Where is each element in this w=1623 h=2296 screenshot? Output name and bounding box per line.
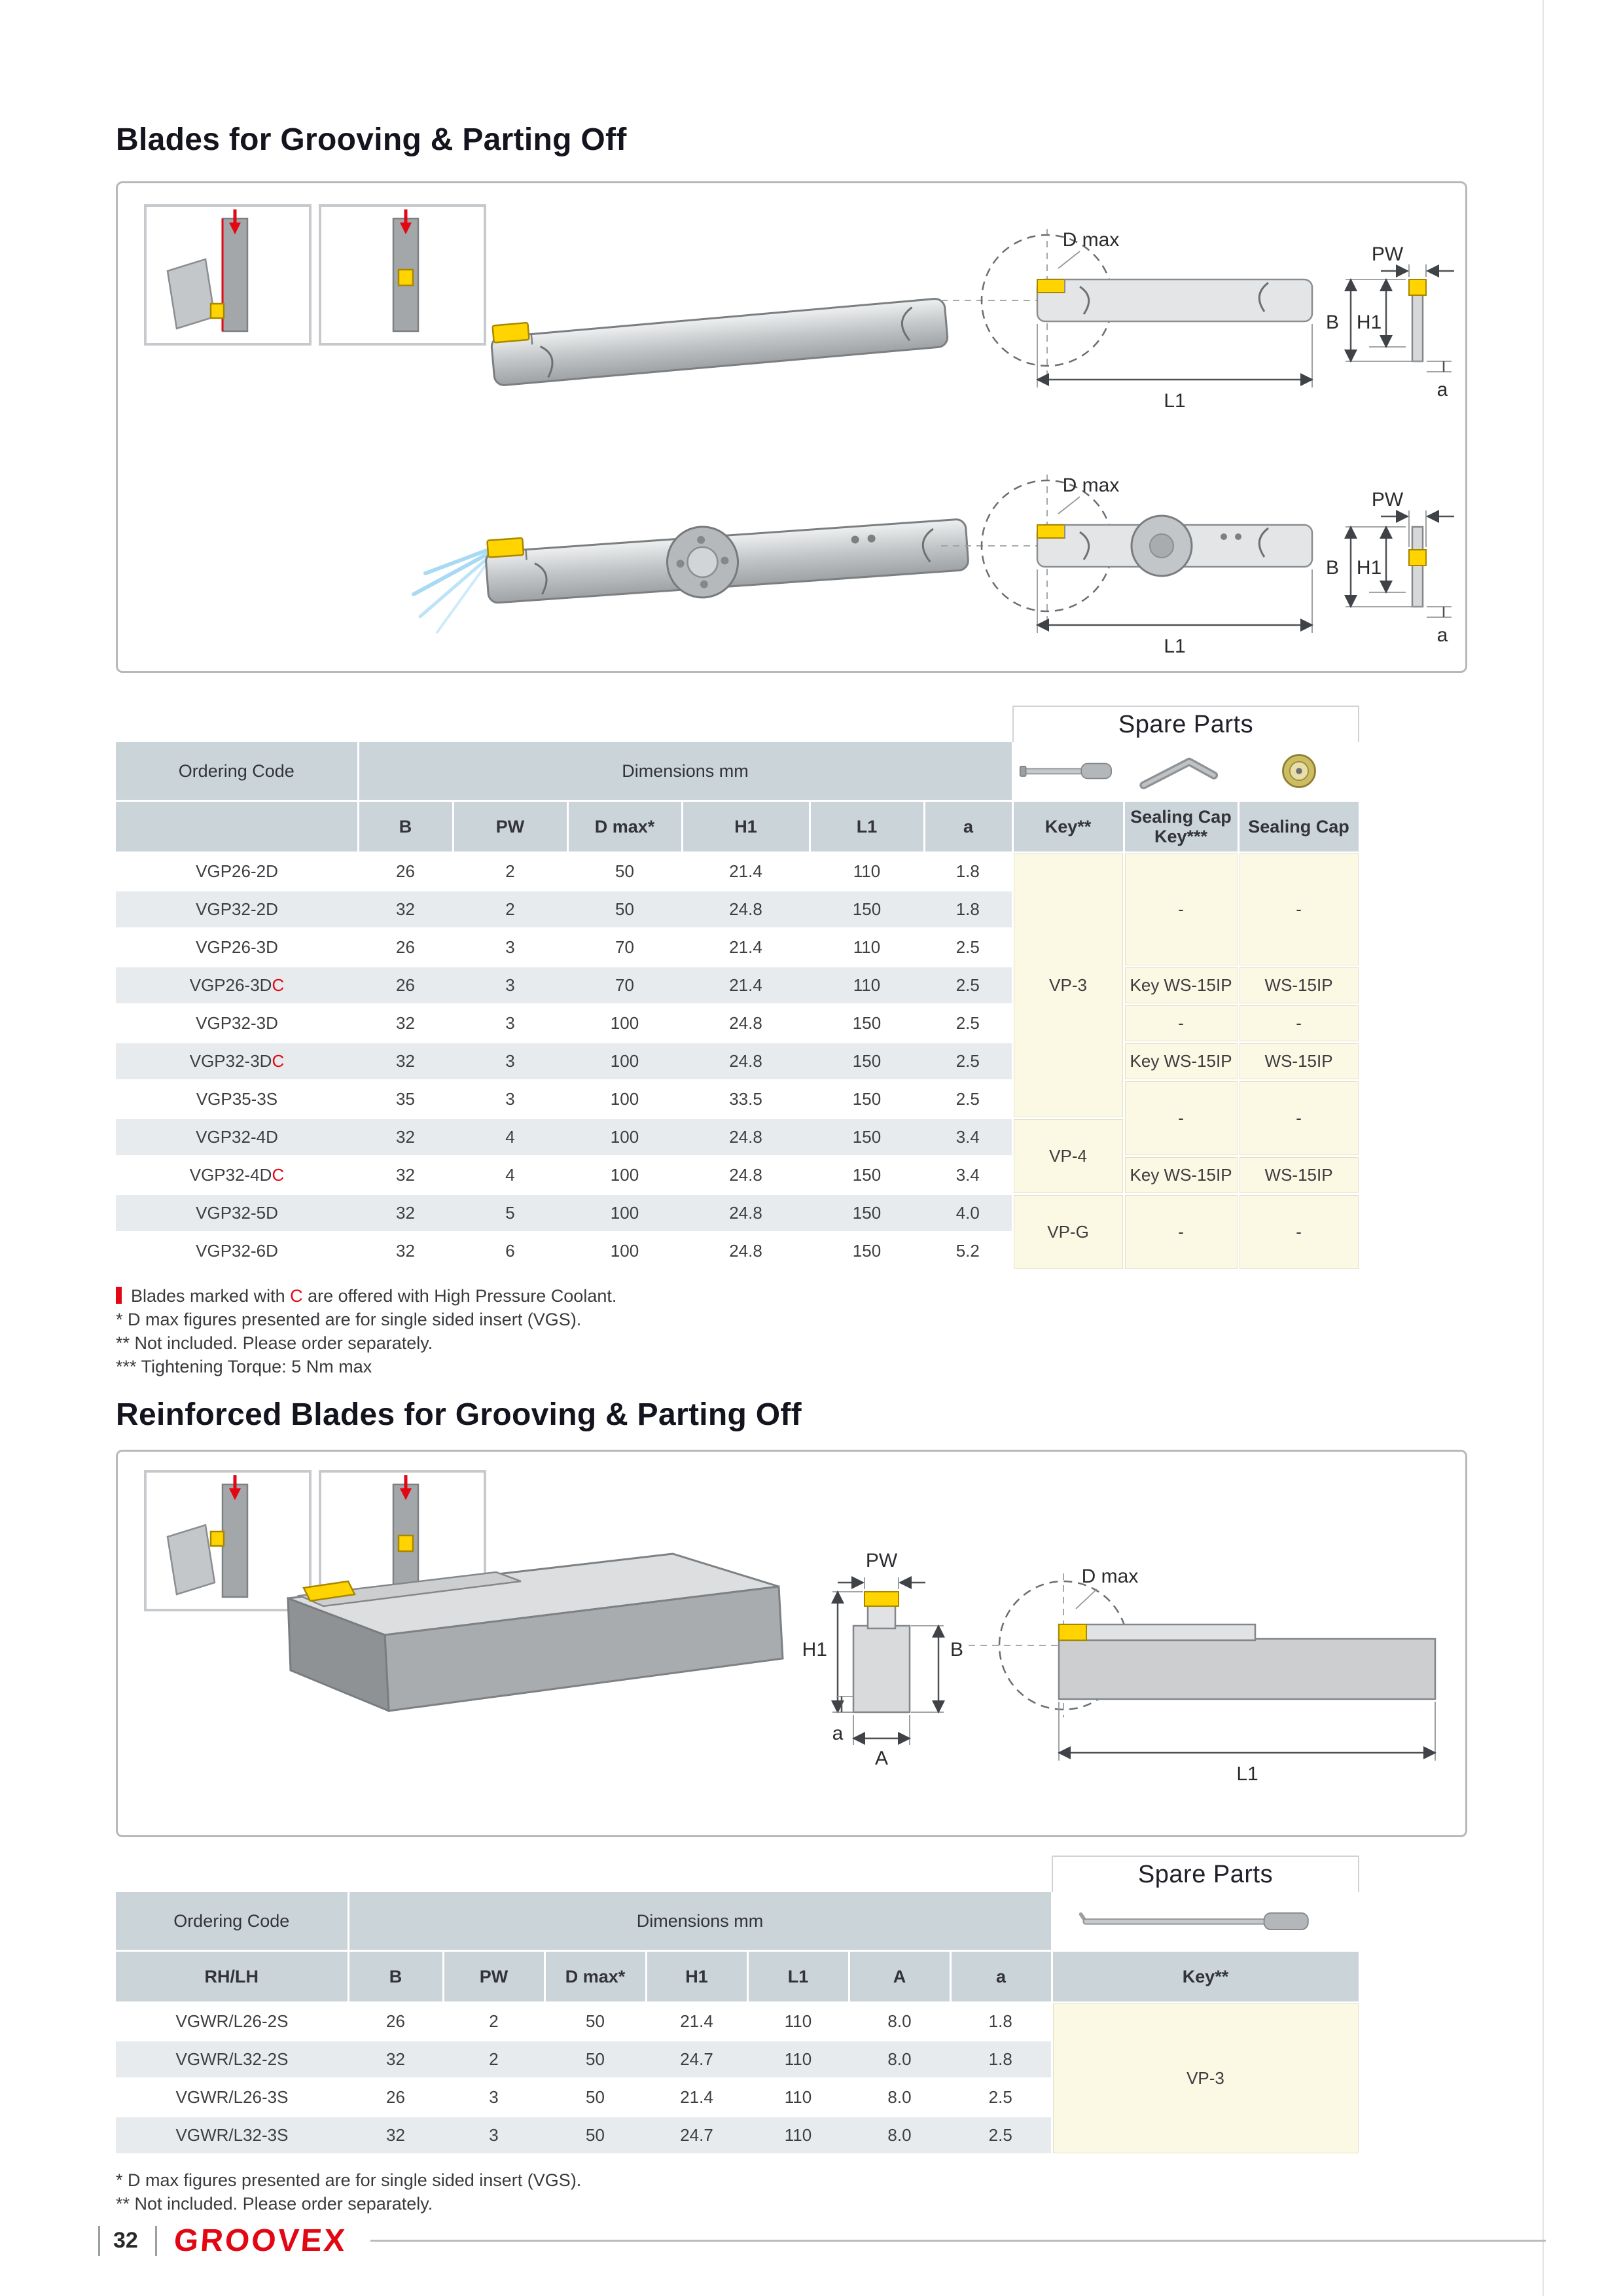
dimensions-header: Dimensions mm (348, 1892, 1052, 1951)
workpiece-bar (223, 219, 247, 331)
table-row (116, 1005, 1359, 1043)
dim-label-h1: H1 (1356, 312, 1382, 333)
footer-rule (370, 2240, 1546, 2242)
cell-a: 4.0 (924, 1194, 1012, 1232)
red-bar (116, 1287, 122, 1304)
dim-label-l1: L1 (1164, 390, 1186, 412)
col-header-b: B (348, 1951, 443, 2003)
col-header-rhlh: RH/LH (116, 1951, 348, 2003)
cell-A: 8.0 (849, 2003, 950, 2041)
page-title: Blades for Grooving & Parting Off (116, 122, 627, 157)
key-cell: VP-4 (1012, 1119, 1124, 1194)
cell-a: 2.5 (950, 2079, 1052, 2117)
table-row (116, 1081, 1359, 1119)
table-header-row (116, 742, 1359, 801)
col-header-key: Key** (1012, 801, 1124, 853)
blades-diagram (118, 183, 1465, 671)
col-header-a: a (924, 801, 1012, 853)
cell-l1: 110 (747, 2041, 849, 2079)
cell-h1: 24.8 (682, 1157, 810, 1194)
ordering-code-cell: VGWR/L32-2S (116, 2041, 348, 2079)
cell-h1: 24.7 (646, 2041, 747, 2079)
ordering-code-cell: VGP32-2D (116, 891, 358, 929)
cell-pw: 3 (453, 967, 567, 1005)
col-header-h1: H1 (682, 801, 810, 853)
sealing-cap-key-image-cell (1124, 742, 1238, 801)
ordering-code-cell: VGP35-3S (116, 1081, 358, 1119)
key-cell: VP-3 (1012, 853, 1124, 1119)
insert (1059, 1624, 1086, 1640)
cell-a: 2.5 (950, 2117, 1052, 2155)
table-row (116, 853, 1359, 891)
seal-cap-cell: - (1238, 853, 1359, 967)
table-header-row (116, 1892, 1359, 1951)
cell-dmax: 100 (567, 1081, 682, 1119)
table-row (116, 1194, 1359, 1232)
cell-b: 26 (358, 853, 453, 891)
col-header-l1: L1 (810, 801, 924, 853)
blades-table-section (116, 710, 1467, 1271)
cell-b: 26 (358, 967, 453, 1005)
footnote: ** Not included. Please order separately. (116, 1333, 433, 1353)
cell-l1: 150 (810, 1232, 924, 1270)
cell-l1: 150 (810, 1043, 924, 1081)
cell-a: 5.2 (924, 1232, 1012, 1270)
dim-label-pw: PW (1371, 243, 1404, 265)
insert (865, 1592, 899, 1606)
cell-A: 8.0 (849, 2117, 950, 2155)
reinforced-table-section (116, 1860, 1467, 2155)
cell-pw: 3 (453, 1081, 567, 1119)
spare-parts-label (1052, 1856, 1359, 1892)
ordering-code-cell: VGP32-4DC (116, 1157, 358, 1194)
coolant-note: Blades marked with C are offered with High Pressure Coolant. (116, 1284, 1467, 1308)
parted-workpiece (168, 259, 215, 329)
footer-divider (98, 2226, 100, 2256)
cell-b: 32 (348, 2117, 443, 2155)
col-header-dmax: D max* (544, 1951, 646, 2003)
cell-pw: 3 (453, 929, 567, 967)
seal-key-cell: - (1124, 1005, 1238, 1043)
col-header-l1: L1 (747, 1951, 849, 2003)
cell-pw: 3 (453, 1005, 567, 1043)
dim-label-dmax: D max (1062, 475, 1120, 496)
op-illustration-grooving (320, 206, 485, 344)
key-image-cell (1012, 742, 1124, 801)
dimensions-header: Dimensions mm (358, 742, 1012, 801)
cell-pw: 2 (443, 2003, 544, 2041)
key-image-cell (1052, 1892, 1359, 1951)
dim-label-h1: H1 (1356, 557, 1382, 579)
workpiece-bar (223, 1484, 247, 1597)
cell-h1: 33.5 (682, 1081, 810, 1119)
col-header-a: a (950, 1951, 1052, 2003)
cell-h1: 21.4 (682, 929, 810, 967)
cell-b: 26 (348, 2003, 443, 2041)
seal-cap-cell: WS-15IP (1238, 1157, 1359, 1194)
holder-side-view (969, 1566, 1435, 1785)
cell-dmax: 70 (567, 967, 682, 1005)
cell-dmax: 50 (544, 2041, 646, 2079)
cell-dmax: 100 (567, 1005, 682, 1043)
ordering-code-header: Ordering Code (116, 742, 358, 801)
cell-dmax: 100 (567, 1043, 682, 1081)
dim-label-a: a (832, 1723, 844, 1744)
cell-b: 32 (358, 891, 453, 929)
cell-h1: 21.4 (682, 967, 810, 1005)
table-subheader-row (116, 801, 1359, 853)
cell-h1: 24.8 (682, 1194, 810, 1232)
cell-l1: 110 (810, 929, 924, 967)
cell-b: 32 (358, 1194, 453, 1232)
sealing-cap-image-cell (1238, 742, 1359, 801)
key-cell: VP-G (1012, 1194, 1124, 1270)
cell-dmax: 50 (544, 2117, 646, 2155)
cell-pw: 3 (443, 2079, 544, 2117)
insert (1037, 279, 1065, 293)
cell-l1: 110 (747, 2117, 849, 2155)
cell-dmax: 50 (544, 2079, 646, 2117)
ordering-code-cell: VGWR/L32-3S (116, 2117, 348, 2155)
dim-label-dmax: D max (1062, 229, 1120, 251)
seal-key-cell: Key WS-15IP (1124, 1157, 1238, 1194)
cell-a: 1.8 (950, 2041, 1052, 2079)
cell-A: 8.0 (849, 2079, 950, 2117)
cell-pw: 3 (443, 2117, 544, 2155)
cell-pw: 4 (453, 1157, 567, 1194)
seal-cap-cell: - (1238, 1194, 1359, 1270)
cell-dmax: 100 (567, 1119, 682, 1157)
cell-dmax: 100 (567, 1194, 682, 1232)
cell-dmax: 100 (567, 1157, 682, 1194)
dim-label-a: a (1436, 379, 1448, 401)
cell-a: 2.5 (924, 967, 1012, 1005)
insert-tip (211, 304, 224, 318)
col-header-seal-key: Sealing Cap Key*** (1124, 801, 1238, 853)
cell-dmax: 50 (567, 891, 682, 929)
cell-pw: 3 (453, 1043, 567, 1081)
reinforced-spec-table (116, 1892, 1361, 2155)
parted-workpiece (168, 1525, 215, 1594)
dim-label-b: B (950, 1639, 964, 1660)
brand-logo: GROOVEX (172, 2223, 348, 2258)
cell-pw: 5 (453, 1194, 567, 1232)
cell-b: 26 (358, 929, 453, 967)
hex-key-icon (1132, 749, 1230, 793)
cell-dmax: 70 (567, 929, 682, 967)
table-row (116, 1157, 1359, 1194)
cell-a: 3.4 (924, 1157, 1012, 1194)
blades-diagram-box (116, 181, 1467, 673)
footnote: * D max figures presented are for single sided insert (VGS). (116, 1310, 582, 1329)
dim-label-b: B (1325, 312, 1340, 333)
cell-h1: 21.4 (682, 853, 810, 891)
cell-pw: 2 (453, 853, 567, 891)
col-header-dmax: D max* (567, 801, 682, 853)
ordering-code-cell: VGWR/L26-3S (116, 2079, 348, 2117)
table-row (116, 1043, 1359, 1081)
empty-header-cell (116, 801, 358, 853)
cell-dmax: 50 (544, 2003, 646, 2041)
cell-a: 1.8 (950, 2003, 1052, 2041)
page-footer (98, 2223, 1546, 2259)
blade-side-view-2 (941, 475, 1454, 657)
cell-h1: 21.4 (646, 2003, 747, 2041)
cell-b: 32 (348, 2041, 443, 2079)
cell-l1: 110 (810, 967, 924, 1005)
table-row (116, 967, 1359, 1005)
insert-tip (399, 1535, 413, 1551)
page-number: 32 (113, 2228, 138, 2253)
coolant-spray (414, 550, 488, 632)
blade-strip (1059, 1624, 1255, 1640)
col-header-key: Key** (1052, 1951, 1359, 2003)
ordering-code-cell: VGP26-3D (116, 929, 358, 967)
col-header-A: A (849, 1951, 950, 2003)
dim-label-pw: PW (1371, 489, 1404, 511)
cell-pw: 2 (443, 2041, 544, 2079)
cell-l1: 150 (810, 1194, 924, 1232)
page-edge-line (1543, 0, 1544, 2296)
seal-key-cell: - (1124, 1194, 1238, 1270)
cell-b: 32 (358, 1232, 453, 1270)
cell-a: 3.4 (924, 1119, 1012, 1157)
cell-b: 32 (358, 1043, 453, 1081)
cell-h1: 24.8 (682, 1119, 810, 1157)
key-cell: VP-3 (1052, 2003, 1359, 2155)
ordering-code-cell: VGWR/L26-2S (116, 2003, 348, 2041)
col-header-h1: H1 (646, 1951, 747, 2003)
blade-illustration-2 (484, 507, 969, 613)
cell-a: 2.5 (924, 929, 1012, 967)
dim-label-a: a (1436, 624, 1448, 646)
dim-label-b: B (1325, 557, 1340, 579)
cell-l1: 110 (747, 2003, 849, 2041)
table-subheader-row (116, 1951, 1359, 2003)
dim-label-pw: PW (865, 1550, 898, 1571)
ordering-code-header: Ordering Code (116, 1892, 348, 1951)
cell-l1: 150 (810, 1005, 924, 1043)
seal-key-cell: Key WS-15IP (1124, 967, 1238, 1005)
insert (487, 538, 524, 558)
cell-pw: 6 (453, 1232, 567, 1270)
wrench-icon (1075, 1903, 1336, 1939)
ordering-code-cell: VGP32-4D (116, 1119, 358, 1157)
cell-a: 1.8 (924, 853, 1012, 891)
ordering-code-cell: VGP26-2D (116, 853, 358, 891)
seal-cap-cell: - (1238, 1005, 1359, 1043)
cell-b: 32 (358, 1119, 453, 1157)
cell-a: 1.8 (924, 891, 1012, 929)
cross-section-view (802, 1550, 963, 1769)
footnote: ** Not included. Please order separately. (116, 2194, 433, 2214)
op-illustration-parting (145, 206, 310, 344)
wrench-icon (1019, 751, 1117, 791)
blade-end-view (1412, 527, 1423, 607)
cell-b: 32 (358, 1157, 453, 1194)
col-header-seal: Sealing Cap (1238, 801, 1359, 853)
col-header-pw: PW (443, 1951, 544, 2003)
col-header-b: B (358, 801, 453, 853)
insert-tip (211, 1532, 224, 1546)
cell-dmax: 100 (567, 1232, 682, 1270)
insert-tip (399, 270, 413, 285)
cell-l1: 110 (810, 853, 924, 891)
cell-dmax: 50 (567, 853, 682, 891)
cell-a: 2.5 (924, 1043, 1012, 1081)
cell-l1: 150 (810, 891, 924, 929)
section-title-reinforced: Reinforced Blades for Grooving & Parting Off (116, 1397, 802, 1432)
blade-illustration-1 (490, 286, 948, 386)
blades-spec-table (116, 742, 1361, 1271)
footer-divider (155, 2226, 157, 2256)
seal-cap-cell: WS-15IP (1238, 1043, 1359, 1081)
seal-key-cell: Key WS-15IP (1124, 1043, 1238, 1081)
insert (1037, 525, 1065, 538)
cell-h1: 24.8 (682, 1043, 810, 1081)
ordering-code-cell: VGP32-3DC (116, 1043, 358, 1081)
cell-b: 35 (358, 1081, 453, 1119)
seal-key-cell: - (1124, 1081, 1238, 1157)
cell-l1: 150 (810, 1119, 924, 1157)
seal-cap-cell: - (1238, 1081, 1359, 1157)
footnotes-1 (116, 1284, 1467, 1378)
cell-pw: 4 (453, 1119, 567, 1157)
blade-side-view-1 (941, 229, 1454, 412)
cell-h1: 24.8 (682, 1232, 810, 1270)
cell-h1: 21.4 (646, 2079, 747, 2117)
dim-label-A: A (874, 1748, 889, 1769)
cell-A: 8.0 (849, 2041, 950, 2079)
table-row (116, 2003, 1359, 2041)
dim-label-l1: L1 (1164, 636, 1186, 657)
seal-key-cell: - (1124, 853, 1238, 967)
cell-b: 32 (358, 1005, 453, 1043)
spare-parts-text: Spare Parts (1137, 1860, 1274, 1888)
op-illustration-parting (145, 1471, 310, 1610)
spare-parts-text: Spare Parts (1118, 710, 1254, 738)
footnote: *** Tightening Torque: 5 Nm max (116, 1357, 372, 1376)
cell-pw: 2 (453, 891, 567, 929)
cell-l1: 150 (810, 1157, 924, 1194)
col-header-pw: PW (453, 801, 567, 853)
insert (493, 323, 529, 343)
ordering-code-cell: VGP32-3D (116, 1005, 358, 1043)
cell-a: 2.5 (924, 1081, 1012, 1119)
cell-b: 26 (348, 2079, 443, 2117)
reinforced-diagram-box (116, 1450, 1467, 1837)
cell-h1: 24.7 (646, 2117, 747, 2155)
dim-label-l1: L1 (1236, 1763, 1258, 1785)
cell-l1: 150 (810, 1081, 924, 1119)
sealing-cap-icon (1277, 749, 1321, 793)
dim-label-dmax: D max (1081, 1566, 1139, 1587)
footnote: * D max figures presented are for single sided insert (VGS). (116, 2170, 582, 2190)
spare-parts-label (1012, 706, 1359, 742)
reinforced-diagram (118, 1452, 1465, 1835)
seal-cap-cell: WS-15IP (1238, 967, 1359, 1005)
footnotes-2 (116, 2168, 1467, 2215)
dim-label-h1: H1 (802, 1639, 827, 1660)
cell-l1: 110 (747, 2079, 849, 2117)
ordering-code-cell: VGP26-3DC (116, 967, 358, 1005)
cell-h1: 24.8 (682, 891, 810, 929)
ordering-code-cell: VGP32-5D (116, 1194, 358, 1232)
cell-a: 2.5 (924, 1005, 1012, 1043)
ordering-code-cell: VGP32-6D (116, 1232, 358, 1270)
cell-h1: 24.8 (682, 1005, 810, 1043)
